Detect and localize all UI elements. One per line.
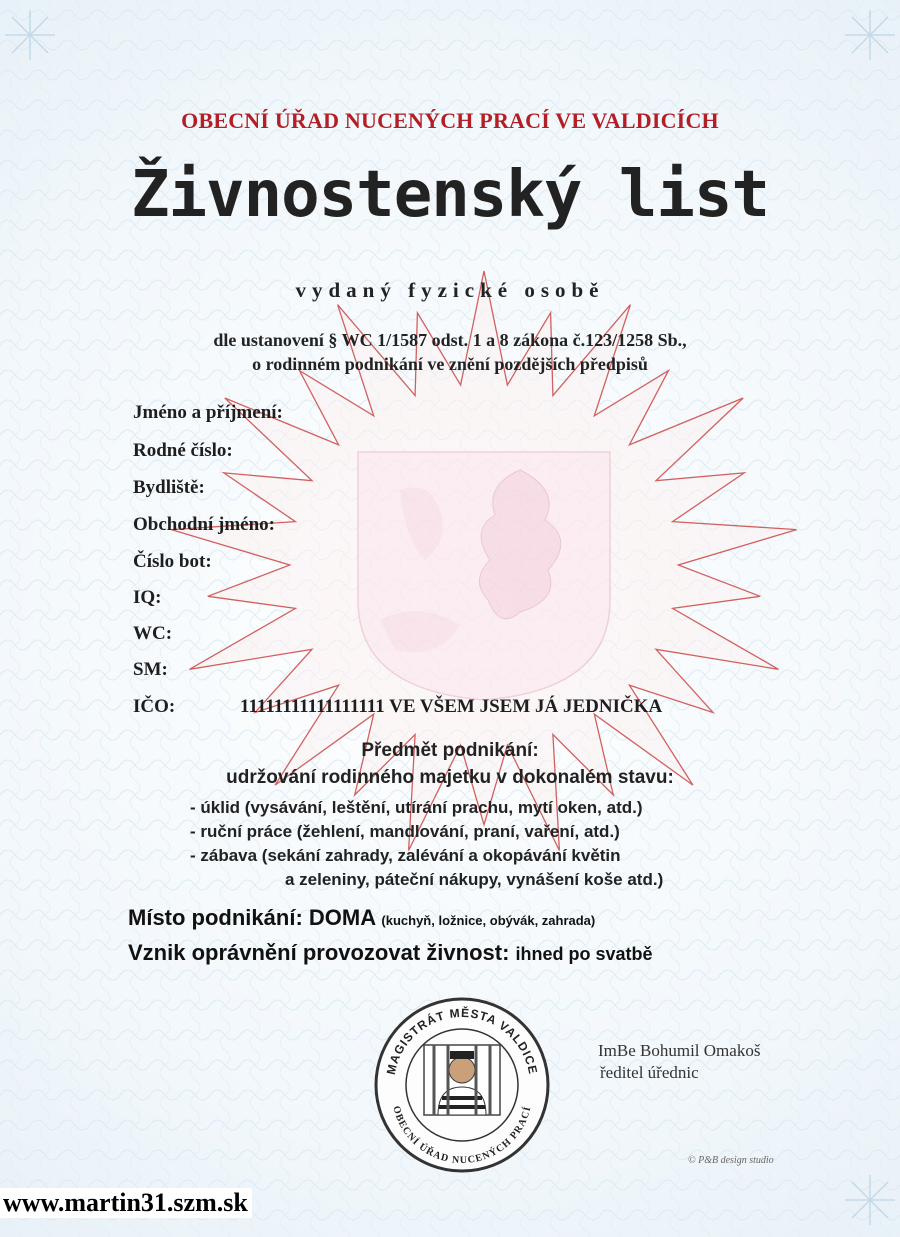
business-item: a zeleniny, páteční nákupy, vynášení koše atd.)	[285, 870, 664, 889]
website-url: www.martin31.szm.sk	[0, 1188, 252, 1218]
field-sm-label: SM:	[133, 659, 168, 680]
coat-of-arms-watermark	[358, 452, 610, 700]
field-ico-value: 11111111111111111 VE VŠEM JSEM JÁ JEDNIČKA	[240, 696, 663, 717]
issuing-office: OBECNÍ ÚŘAD NUCENÝCH PRACÍ VE VALDICÍCH	[181, 108, 719, 133]
official-stamp	[372, 995, 552, 1175]
snowflake-ornament-bottom-right	[845, 1175, 895, 1225]
place-of-business	[128, 905, 595, 931]
prisoner-icon	[424, 1045, 500, 1115]
place-detail: (kuchyň, ložnice, obývák, zahrada)	[381, 913, 596, 928]
authorization-value: ihned po svatbě	[515, 944, 653, 964]
field-ico-label: IČO:	[133, 696, 176, 717]
field-iq-label: IQ:	[133, 587, 162, 608]
design-credit: © P&B design studio	[688, 1155, 774, 1166]
document-title: Živnostenský list	[130, 158, 770, 232]
stamp-bottom-text: OBECNÍ ÚŘAD NUCENÝCH PRACÍ	[390, 1104, 534, 1167]
business-heading: Předmět podnikání:	[361, 740, 539, 761]
snowflake-ornament-top-left	[5, 10, 55, 60]
director-signature-block	[598, 1040, 760, 1084]
legal-basis-line-1: dle ustanovení § WC 1/1587 odst. 1 a 8 zákona č.123/1258 Sb.,	[213, 330, 687, 350]
business-item: - úklid (vysávání, leštění, utírání prachu, mytí oken, atd.)	[190, 798, 643, 817]
field-birth-number-label: Rodné číslo:	[133, 440, 233, 461]
field-name-label: Jméno a příjmení:	[133, 402, 283, 423]
authorization-label: Vznik oprávnění provozovat živnost:	[128, 940, 510, 965]
document-subtitle: vydaný fyzické osobě	[295, 278, 605, 302]
director-name: ImBe Bohumil Omakoš	[598, 1041, 761, 1060]
business-subheading: udržování rodinného majetku v dokonalém stavu:	[226, 767, 674, 788]
field-trade-name-label: Obchodní jméno:	[133, 514, 275, 535]
business-item: - zábava (sekání zahrady, zalévání a okopávání květin	[190, 846, 621, 865]
legal-basis	[0, 328, 900, 376]
field-shoe-size-label: Číslo bot:	[133, 551, 212, 572]
legal-basis-line-2: o rodinném podnikání ve znění pozdějších předpisů	[252, 354, 648, 374]
field-wc-label: WC:	[133, 623, 173, 644]
stamp-top-text: MAGISTRÁT MĚSTA VALDICE	[383, 1005, 541, 1076]
director-role: ředitel úřednic	[600, 1063, 699, 1082]
place-label: Místo podnikání: DOMA	[128, 905, 376, 930]
snowflake-ornament-top-right	[845, 10, 895, 60]
field-residence-label: Bydliště:	[133, 477, 205, 498]
authorization-start	[128, 940, 653, 966]
business-item: - ruční práce (žehlení, mandlování, praní, vaření, atd.)	[190, 822, 620, 841]
